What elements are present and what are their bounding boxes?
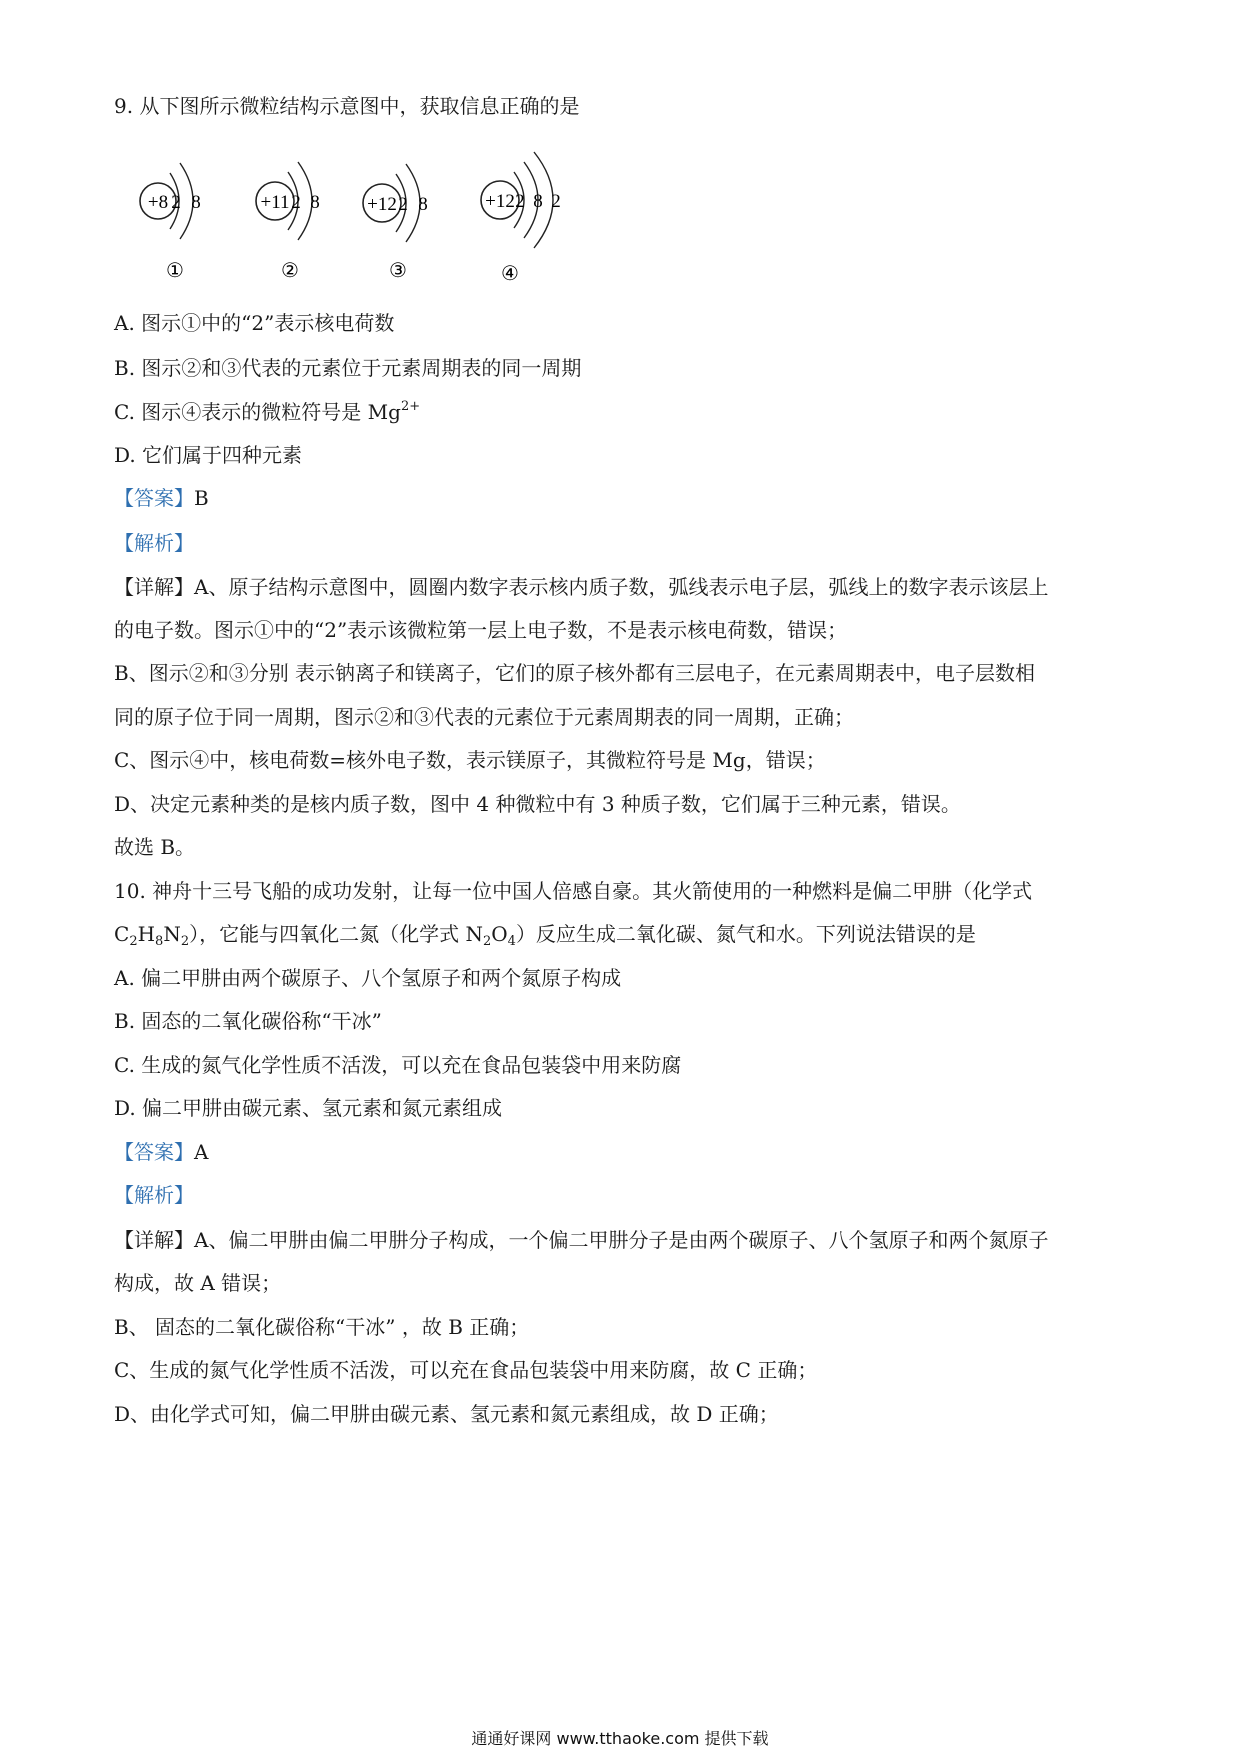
diagram-4-shell-3: 2 <box>551 191 561 212</box>
formula-c-count: 2 <box>129 934 138 949</box>
q10-detail-line-4: C、生成的氮气化学性质不活泼，可以充在食品包装袋中用来防腐，故 C 正确； <box>114 1358 818 1382</box>
diagram-2-label: ② <box>281 260 299 282</box>
diagram-4-label: ④ <box>501 263 519 285</box>
q9-detail-line-6: D、决定元素种类的是核内质子数，图中 4 种微粒中有 3 种质子数，它们属于三种元素，错误。 <box>114 792 961 816</box>
q9-detail-line-5: C、图示④中，核电荷数=核外电子数，表示镁原子，其微粒符号是 Mg，错误； <box>114 748 826 772</box>
q9-stem: 9. 从下图所示微粒结构示意图中，获取信息正确的是 <box>114 94 580 118</box>
q9-option-c-charge: 2+ <box>400 399 421 414</box>
q9-detail-line-4: 同的原子位于同一周期，图示②和③代表的元素位于元素周期表的同一周期，正确； <box>114 705 854 729</box>
q10-stem-line-1: 10. 神舟十三号飞船的成功发射，让每一位中国人倍感自豪。其火箭使用的一种燃料是偏二甲肼（化学式 <box>114 879 1033 903</box>
diagram-1 <box>140 163 201 282</box>
formula-o: O <box>491 922 508 946</box>
q9-detail-line-3: B、图示②和③分别 表示钠离子和镁离子，它们的原子核外都有三层电子，在元素周期表中，电子层数相 <box>114 661 1036 685</box>
q10-detail-line-5: D、由化学式可知，偏二甲肼由碳元素、氢元素和氮元素组成，故 D 正确； <box>114 1402 779 1426</box>
q9-option-a: A. 图示①中的“2”表示核电荷数 <box>114 311 395 335</box>
q10-analysis-tag: 【解析】 <box>114 1183 194 1207</box>
q9-option-c <box>114 398 420 426</box>
diagram-3-shell-2: 8 <box>418 194 428 215</box>
diagram-2 <box>256 162 320 282</box>
q10-detail-line-1: 【详解】A、偏二甲肼由偏二甲肼分子构成，一个偏二甲肼分子是由两个碳原子、八个氢原子和两个氮原子 <box>114 1228 1049 1252</box>
formula-n-count: 2 <box>180 934 190 949</box>
diagram-1-shell-1: 2 <box>171 192 181 213</box>
diagram-3-nucleus: +12 <box>367 194 397 215</box>
diagram-2-shell-1: 2 <box>291 192 301 213</box>
q9-detail-line-7: 故选 B。 <box>114 835 196 859</box>
diagram-4-nucleus: +12 <box>485 191 515 212</box>
diagram-4 <box>481 152 561 285</box>
q10-detail-line-3: B、 固态的二氧化碳俗称“干冰” ，故 B 正确； <box>114 1315 530 1339</box>
diagram-1-shell-2: 8 <box>191 192 201 213</box>
q9-answer-value: B <box>194 486 209 510</box>
diagram-3 <box>363 164 428 282</box>
q10-stem-mid: ），它能与四氧化二氮（化学式 N <box>189 922 483 946</box>
q9-answer-tag: 【答案】 <box>114 486 194 510</box>
q10-detail-line-2: 构成，故 A 错误； <box>114 1271 282 1295</box>
q10-option-d: D. 偏二甲肼由碳元素、氢元素和氮元素组成 <box>114 1096 503 1120</box>
q10-stem-end: ）反应生成二氧化碳、氮气和水。下列说法错误的是 <box>515 922 976 946</box>
q10-option-b: B. 固态的二氧化碳俗称“干冰” <box>114 1009 382 1033</box>
formula-n2-count: 2 <box>482 934 492 949</box>
q9-answer <box>114 484 209 512</box>
diagram-2-nucleus: +11 <box>260 192 290 213</box>
q9-detail-line-2: 的电子数。图示①中的“2”表示该微粒第一层上电子数，不是表示核电荷数，错误； <box>114 618 848 642</box>
q10-stem-line-2 <box>114 920 976 948</box>
q9-detail-line-1: 【详解】A、原子结构示意图中，圆圈内数字表示核内质子数，弧线表示电子层，弧线上的数字表示该层上 <box>114 575 1049 599</box>
diagram-3-shell-1: 2 <box>398 194 408 215</box>
diagram-4-shell-2: 8 <box>533 191 543 212</box>
diagram-1-nucleus: +8 <box>147 192 169 213</box>
q10-answer-value: A <box>194 1140 209 1164</box>
formula-h-count: 8 <box>155 934 164 949</box>
formula-c: C <box>114 922 130 946</box>
q9-option-b: B. 图示②和③代表的元素位于元素周期表的同一周期 <box>114 356 582 380</box>
q10-option-c: C. 生成的氮气化学性质不活泼，可以充在食品包装袋中用来防腐 <box>114 1053 682 1077</box>
q9-analysis-tag: 【解析】 <box>114 531 194 555</box>
formula-o-count: 4 <box>507 934 516 949</box>
q9-option-d: D. 它们属于四种元素 <box>114 443 303 467</box>
q10-answer-tag: 【答案】 <box>114 1140 194 1164</box>
atomic-structure-diagrams <box>120 150 640 290</box>
q9-option-c-text: C. 图示④表示的微粒符号是 Mg <box>114 400 401 424</box>
formula-n: N <box>163 922 181 946</box>
diagram-2-shell-2: 8 <box>310 192 320 213</box>
q10-option-a: A. 偏二甲肼由两个碳原子、八个氢原子和两个氮原子构成 <box>114 966 622 990</box>
diagram-3-label: ③ <box>389 260 407 282</box>
page-footer: 通通好课网 www.tthaoke.com 提供下载 <box>471 1729 769 1748</box>
diagram-1-label: ① <box>166 260 184 282</box>
q10-answer <box>114 1138 208 1166</box>
diagram-4-shell-1: 2 <box>515 191 525 212</box>
formula-h: H <box>137 922 156 946</box>
